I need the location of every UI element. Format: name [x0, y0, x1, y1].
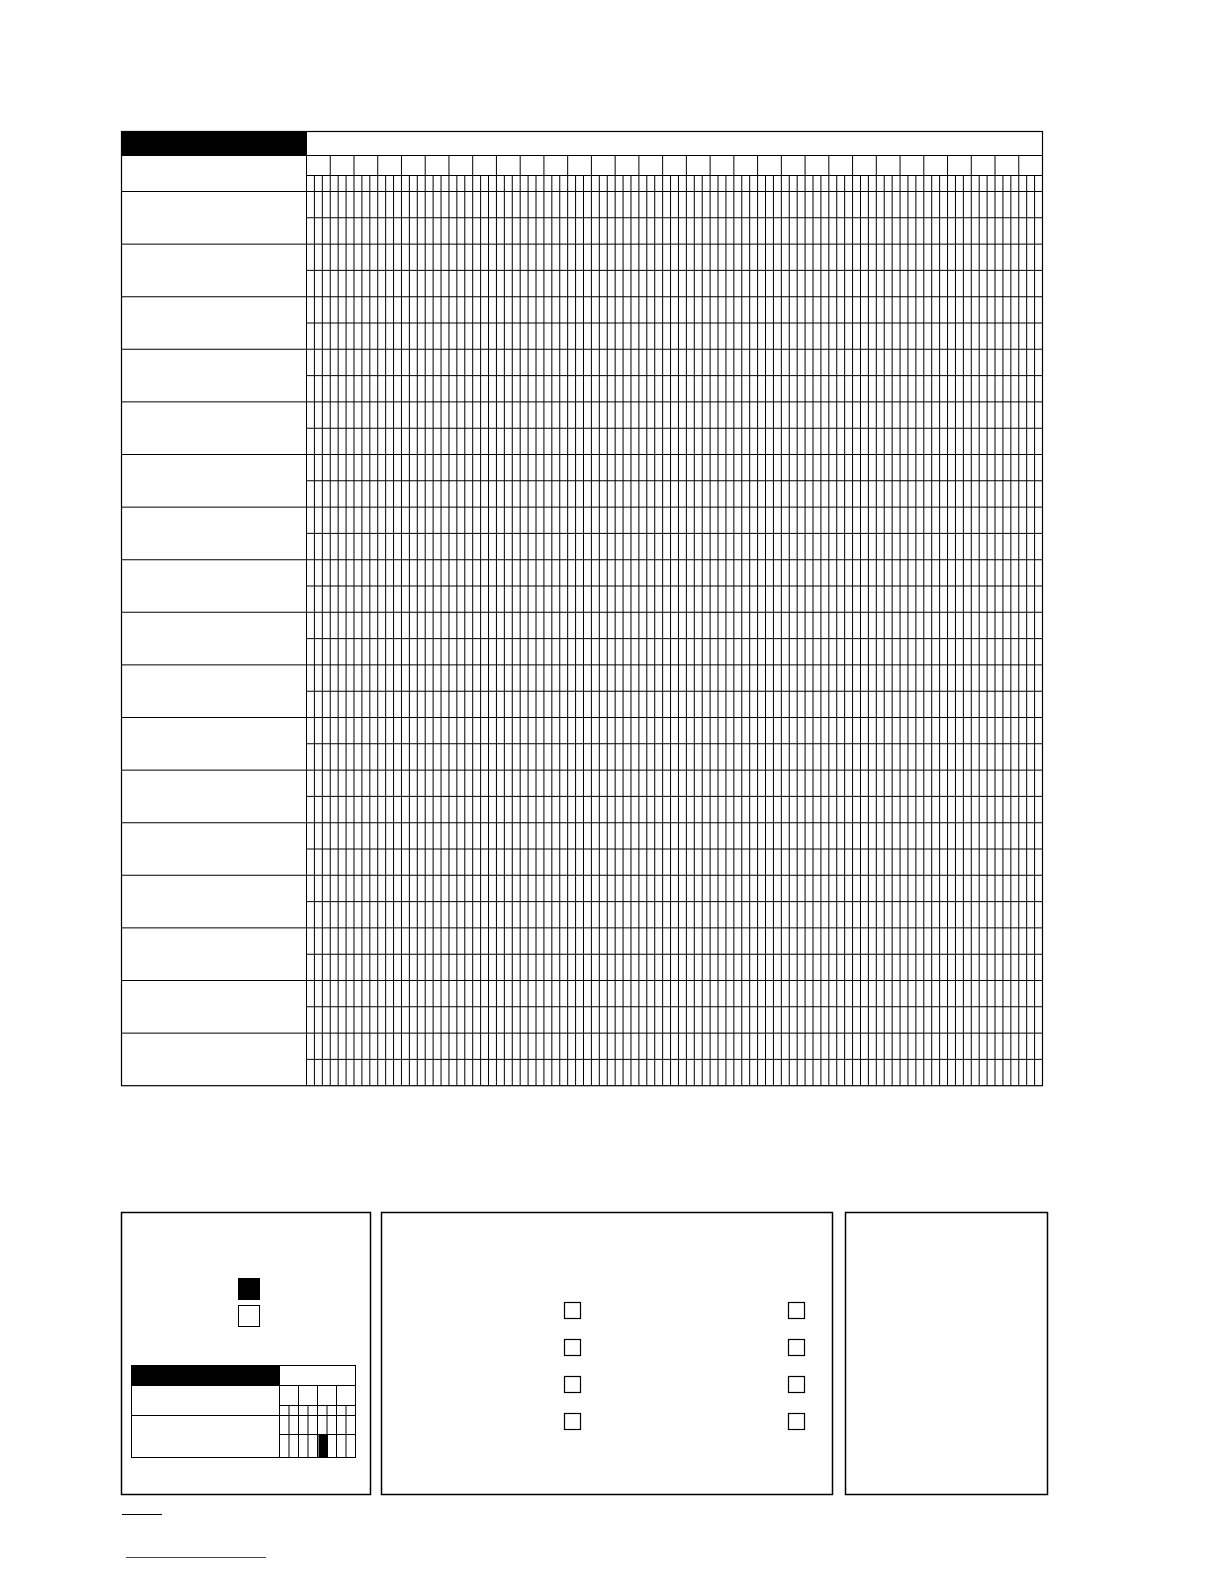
notes-panel	[846, 1213, 1048, 1495]
mini-grid-marked-cell	[319, 1435, 329, 1458]
main-grid	[122, 132, 1043, 1086]
option-checkbox[interactable]	[565, 1303, 581, 1319]
legend-filled-swatch	[239, 1279, 260, 1300]
notes-frame	[846, 1213, 1048, 1495]
footer-rule	[122, 1514, 162, 1515]
legend-frame	[122, 1213, 371, 1495]
footer-link-underline[interactable]	[126, 1557, 266, 1558]
option-checkbox[interactable]	[565, 1377, 581, 1393]
option-checkbox[interactable]	[789, 1303, 805, 1319]
grid-header-label	[122, 132, 307, 156]
option-checkbox[interactable]	[565, 1414, 581, 1430]
option-checkbox[interactable]	[789, 1414, 805, 1430]
mini-grid-header-label	[132, 1366, 280, 1386]
option-checkbox[interactable]	[565, 1340, 581, 1356]
option-checkbox[interactable]	[789, 1377, 805, 1393]
options-frame	[382, 1213, 833, 1495]
option-checkbox[interactable]	[789, 1340, 805, 1356]
legend-panel	[122, 1213, 371, 1495]
options-panel	[382, 1213, 833, 1495]
legend-empty-swatch	[239, 1306, 260, 1327]
grid-border	[122, 132, 1043, 1086]
